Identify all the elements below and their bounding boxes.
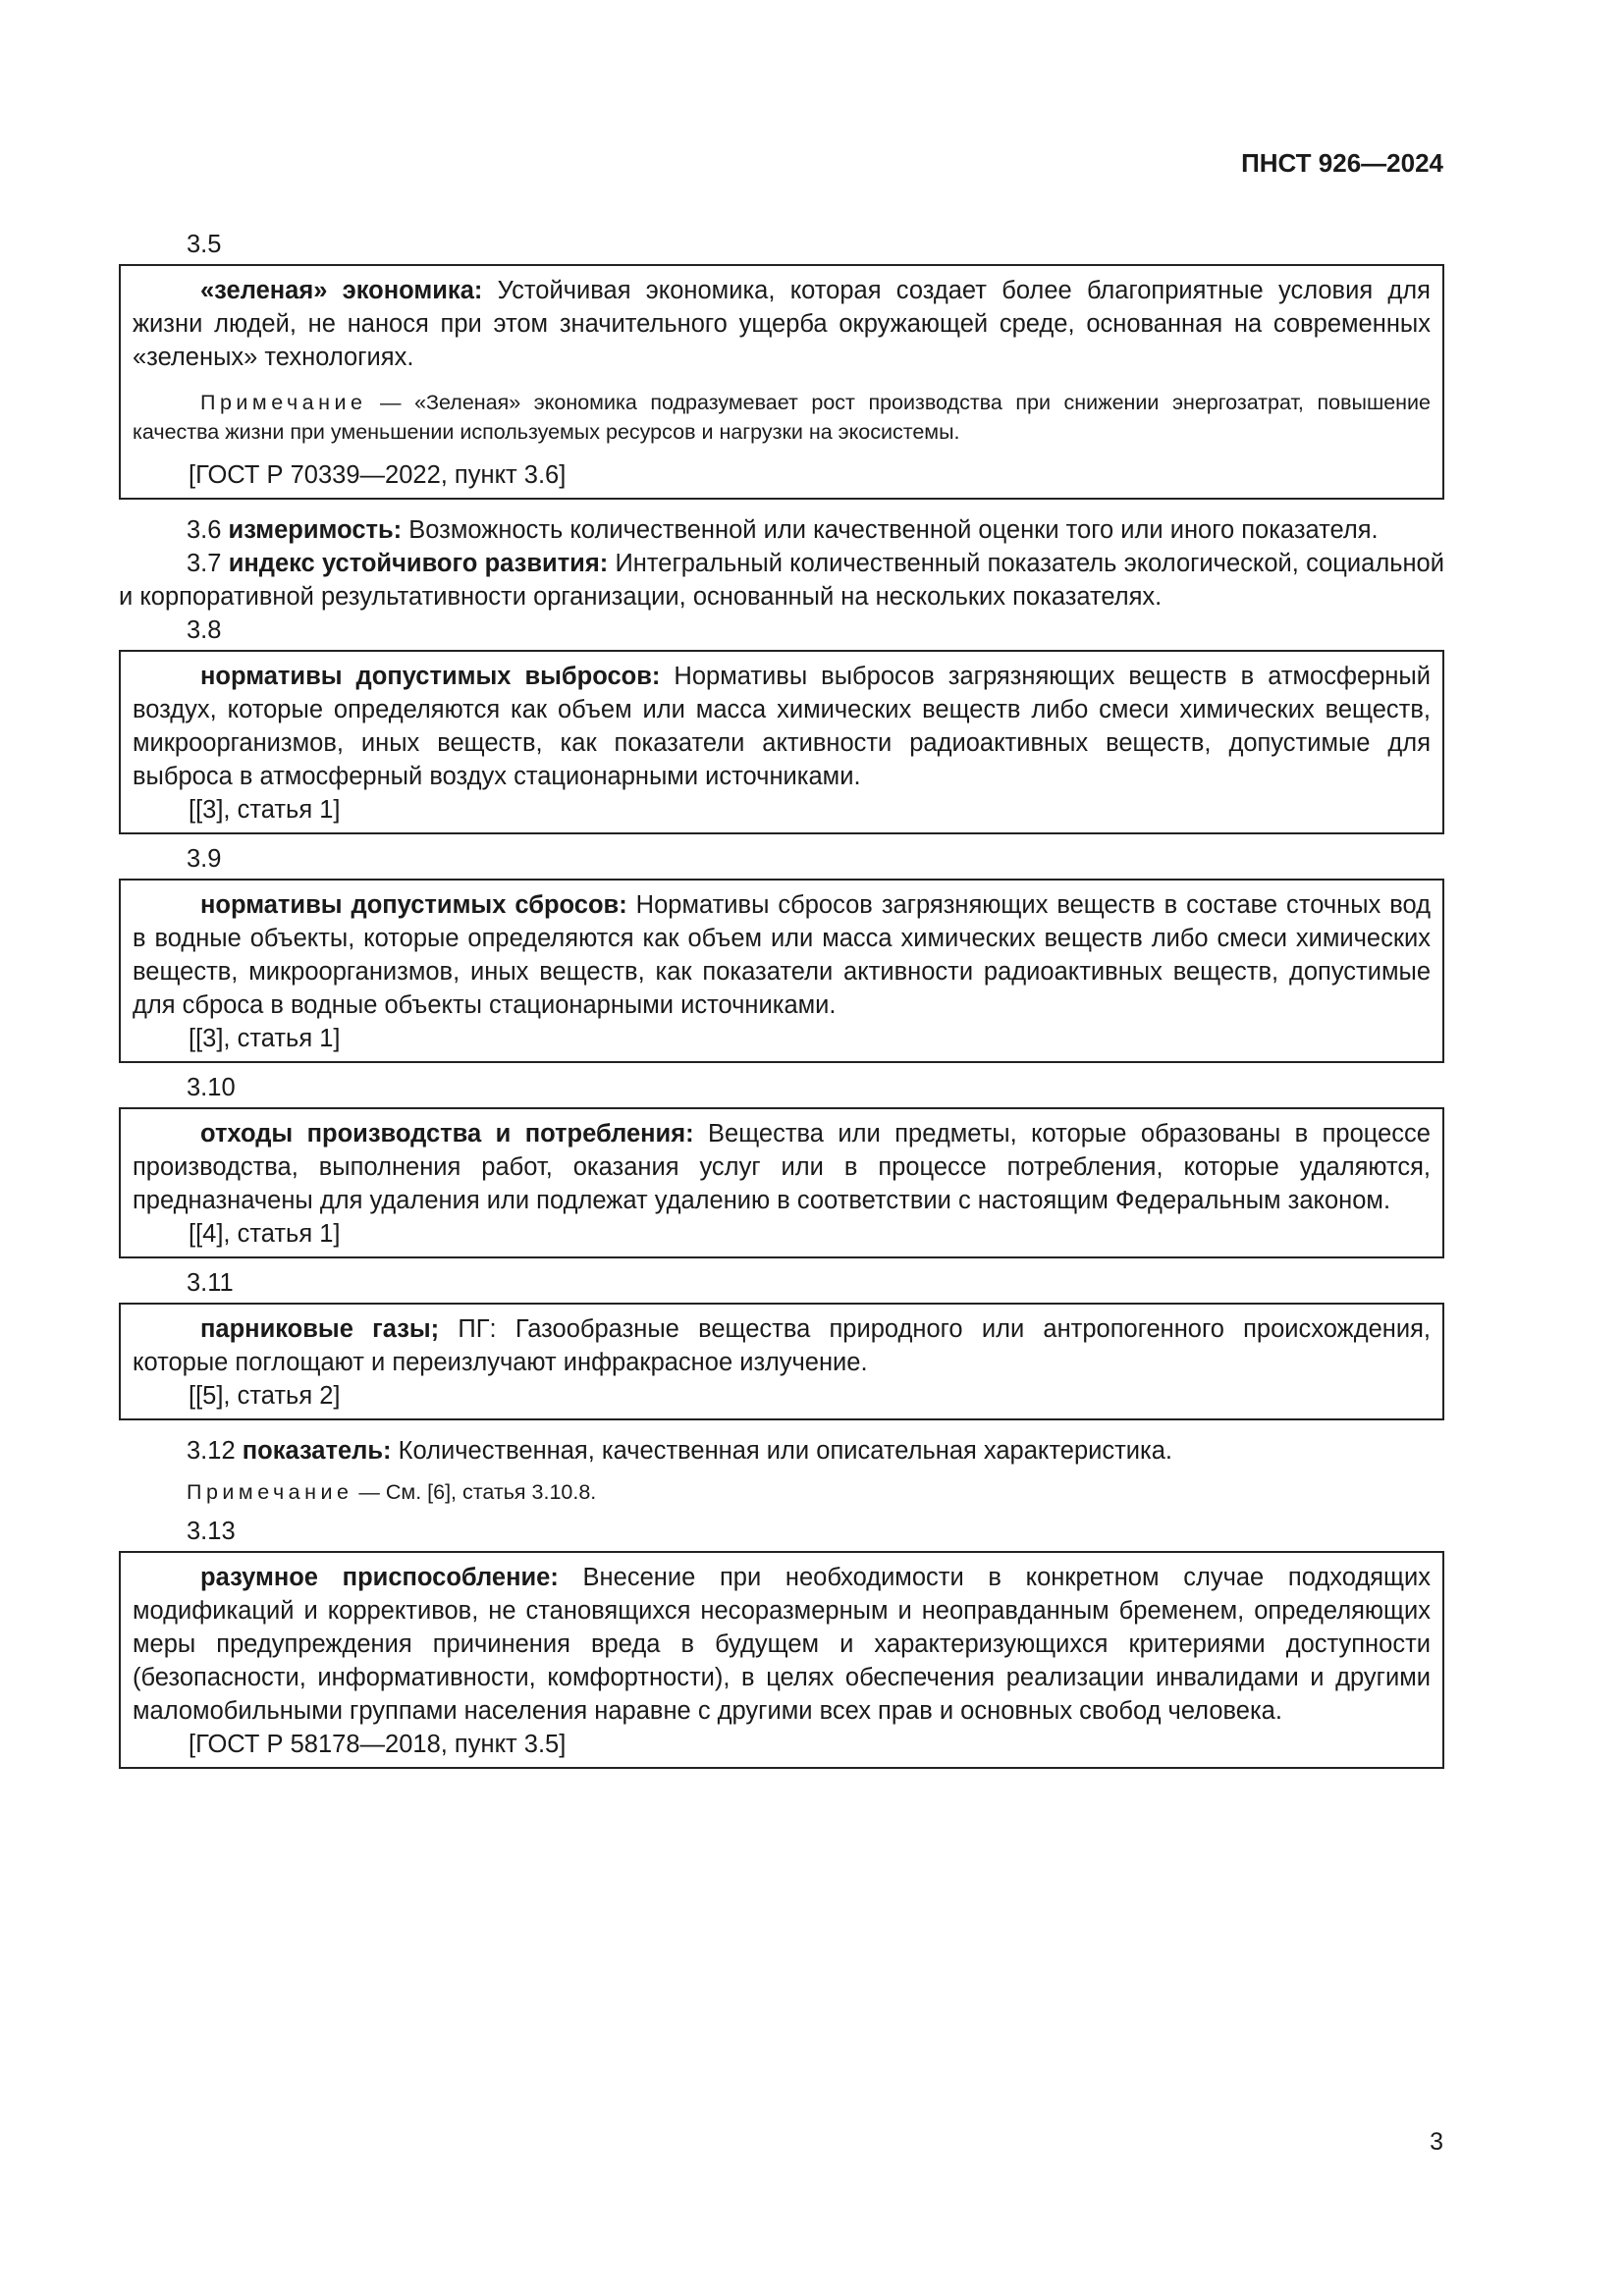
term-box-3-13 [119,1551,1444,1769]
term-source: [[3], статья 1] [189,1025,341,1052]
term-name: разумное приспособление: [200,1564,559,1591]
term-entry-3-12 [119,1434,1444,1468]
term-box-3-11 [119,1303,1444,1420]
standard-designation: ПНСТ 926—2024 [1241,148,1443,178]
terms-section [119,228,1444,1769]
term-definition: ПГ: Газообразные вещества природного или антропогенного происхождения, которые поглощают и переизлучают инфракрасное излучение. [133,1315,1431,1376]
term-name: индекс устойчивого развития: [228,550,609,577]
term-entry [133,274,1431,374]
term-number: 3.10 [187,1074,236,1101]
term-box-3-5 [119,264,1444,500]
term-source: [ГОСТ Р 58178—2018, пункт 3.5] [189,1731,567,1758]
term-number: 3.6 [187,516,222,544]
term-name: отходы производства и потребления: [200,1120,694,1148]
term-source: [[3], статья 1] [189,796,341,824]
term-entry-3-6 [119,513,1444,547]
term-source: [[5], статья 2] [189,1382,341,1410]
term-entry-3-7 [119,547,1444,614]
term-definition: Возможность количественной или качественной оценки того или иного показателя. [408,516,1379,544]
term-name: парниковые газы; [200,1315,440,1343]
note-text: — См. [6], статья 3.10.8. [352,1480,597,1504]
term-number: 3.11 [187,1269,234,1297]
term-number: 3.5 [187,231,222,258]
term-box-3-10 [119,1107,1444,1258]
term-name: измеримость: [228,516,403,544]
page-number: 3 [1430,2128,1443,2156]
term-box-3-9 [119,879,1444,1063]
note-label: Примечание [200,391,367,414]
term-note [119,1477,1444,1507]
term-name: нормативы допустимых выбросов: [200,663,661,690]
term-box-3-8 [119,650,1444,834]
note-text: — «Зеленая» экономика подразумевает рост производства при снижении энергозатрат, повышение качества жизни при уменьшении используемых ресурсов и нагрузки на экосистемы. [133,391,1431,444]
term-number: 3.9 [187,845,222,873]
note-label: Примечание [187,1480,353,1504]
term-number: 3.13 [187,1518,236,1545]
term-number: 3.12 [187,1437,236,1465]
term-name: «зеленая» экономика: [200,277,483,304]
term-entry [133,1117,1431,1217]
term-entry [133,1312,1431,1379]
term-entry [133,888,1431,1022]
term-definition: Устойчивая экономика, которая создает более благоприятные условия для жизни людей, не нанося при этом значительного ущерба окружающей среде, основанная на современных «зеленых» технологиях. [133,277,1431,371]
term-definition: Интегральный количественный показатель экологической, социальной и корпоративной результативности организации, основанный на нескольких показателях. [119,550,1444,611]
term-number: 3.8 [187,616,222,644]
term-source: [[4], статья 1] [189,1220,341,1248]
term-source: [ГОСТ Р 70339—2022, пункт 3.6] [189,461,567,489]
term-definition: Нормативы выбросов загрязняющих веществ в атмосферный воздух, которые определяются как объем или масса химических веществ либо смеси химических веществ, микроорганизмов, иных веществ, как показатели активности радиоактивных веществ, допустимые для выброса в атмосферный воздух стационарными источниками. [133,663,1431,790]
term-entry [133,1561,1431,1728]
term-definition: Нормативы сбросов загрязняющих веществ в составе сточных вод в водные объекты, которые определяются как объем или масса химических веществ либо смеси химических веществ, микроорганизмов, иных веществ, как показатели активности радиоактивных веществ, допустимые для сброса в водные объекты стационарными источниками. [133,891,1431,1019]
term-name: показатель: [242,1437,392,1465]
term-note [133,388,1431,447]
term-definition: Внесение при необходимости в конкретном случае подходящих модификаций и коррективов, не становящихся несоразмерным и неоправданным бременем, определяющих меры предупреждения причинения вреда в будущем и характеризующихся критериями доступности (безопасности, информативности, комфортности), в целях обеспечения реализации инвалидами и другими маломобильными группами населения наравне с другими всех прав и основных свобод человека. [133,1564,1431,1725]
term-definition: Вещества или предметы, которые образованы в процессе производства, выполнения работ, оказания услуг или в процессе потребления, которые удаляются, предназначены для удаления или подлежат удалению в соответствии с настоящим Федеральным законом. [133,1120,1431,1214]
term-entry [133,660,1431,793]
term-number: 3.7 [187,550,222,577]
term-name: нормативы допустимых сбросов: [200,891,627,919]
term-definition: Количественная, качественная или описательная характеристика. [398,1437,1173,1465]
